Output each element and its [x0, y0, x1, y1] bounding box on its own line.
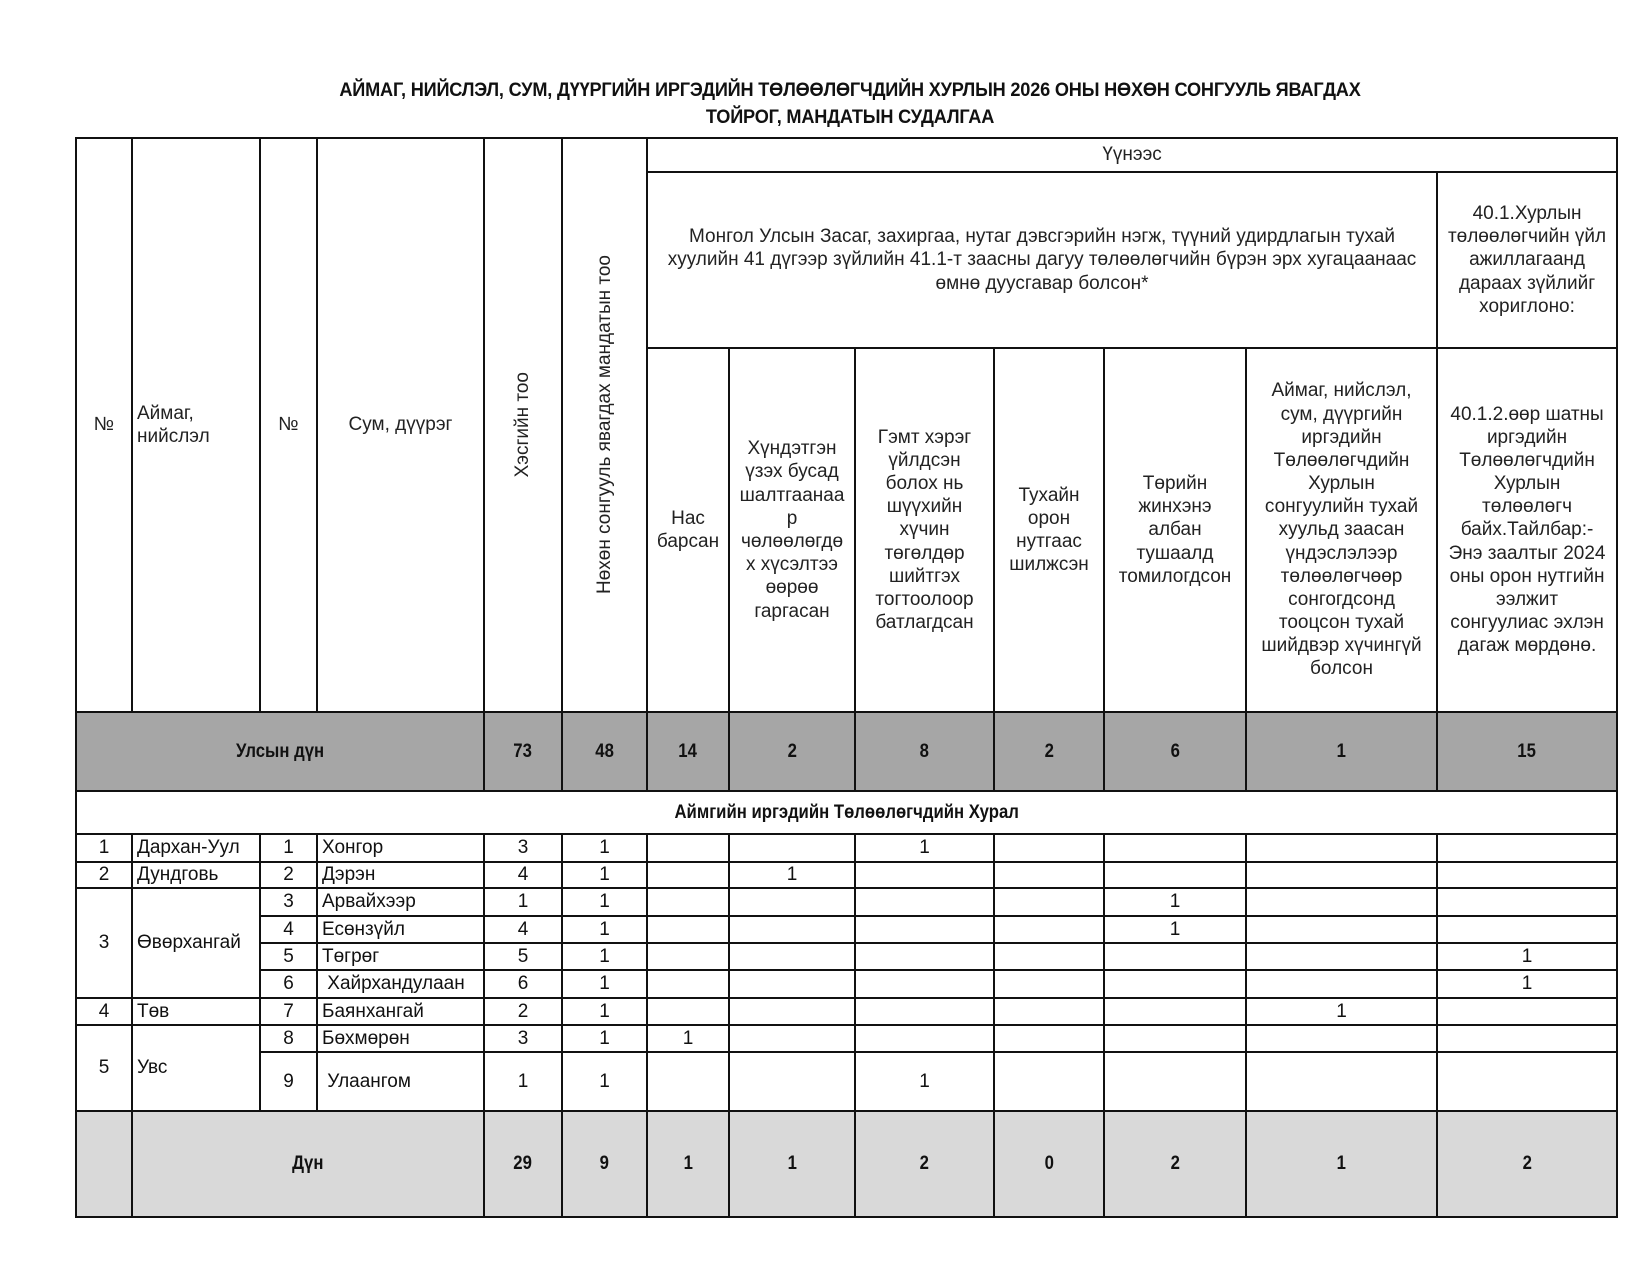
- reason-count-cell: [647, 834, 729, 862]
- parts-count-cell: 4: [484, 862, 562, 888]
- reason-count-cell: [1246, 1052, 1437, 1111]
- reason-count-cell: [1246, 943, 1437, 970]
- sum-number-cell: 6: [260, 970, 317, 998]
- document-title-line-1: АЙМАГ, НИЙСЛЭЛ, СУМ, ДҮҮРГИЙН ИРГЭДИЙН ТӨЛӨӨЛӨГЧДИЙН ХУРЛЫН 2026 ОНЫ НӨХӨН СОНГУУЛЬ ЯВАГДАХ: [339, 79, 1361, 101]
- reason-count-cell: [855, 970, 994, 998]
- sum-name-cell: Баянхангай: [317, 998, 484, 1025]
- totals-value: 9: [599, 1153, 610, 1175]
- reason-count-cell: 1: [855, 1052, 994, 1111]
- reason-count-cell: [1246, 888, 1437, 916]
- col-header-parts-count: [484, 138, 562, 712]
- reason-count-cell: [855, 998, 994, 1025]
- totals-cell: [1246, 1111, 1437, 1217]
- national-total-cell: [484, 712, 562, 791]
- totals-value: 0: [1044, 1153, 1054, 1175]
- mandates-count-cell: 1: [562, 862, 647, 888]
- section-header: [76, 791, 1617, 834]
- reason-count-cell: 1: [1104, 916, 1246, 943]
- reason-count-cell: 1: [1437, 970, 1617, 998]
- col-group-article-40: 40.1.Хурлын төлөөлөгчийн үйл ажиллагаанд дараах зүйлийг хориглоно:: [1437, 172, 1617, 348]
- national-total-label-text: Улсын дүн: [235, 740, 325, 762]
- totals-cell: [562, 1111, 647, 1217]
- reason-count-cell: 1: [647, 1025, 729, 1052]
- totals-row: [76, 1111, 1617, 1217]
- reason-count-cell: [855, 888, 994, 916]
- aimag-name-cell: Дархан-Уул: [132, 834, 260, 862]
- totals-cell: [729, 1111, 855, 1217]
- national-total-cell: [1437, 712, 1617, 791]
- reason-count-cell: [729, 943, 855, 970]
- national-total-cell: [1104, 712, 1246, 791]
- sum-name-cell: Дэрэн: [317, 862, 484, 888]
- table-row: [76, 970, 1617, 998]
- reason-count-cell: [647, 943, 729, 970]
- reason-count-cell: [1104, 998, 1246, 1025]
- sum-number-cell: 2: [260, 862, 317, 888]
- reason-count-cell: [994, 862, 1104, 888]
- sum-name-cell: Есөнзүйл: [317, 916, 484, 943]
- col-header-deceased: Нас барсан: [647, 348, 729, 712]
- col-header-aimag: Аймаг, нийслэл: [132, 138, 260, 712]
- table-row: [76, 943, 1617, 970]
- reason-count-cell: [855, 916, 994, 943]
- totals-cell: [855, 1111, 994, 1217]
- reason-count-cell: [1104, 834, 1246, 862]
- sum-number-cell: 1: [260, 834, 317, 862]
- col-header-sum-no: №: [260, 138, 317, 712]
- sum-number-cell: 3: [260, 888, 317, 916]
- national-total-value: 73: [513, 740, 533, 762]
- national-total-cell: [647, 712, 729, 791]
- sum-number-cell: 7: [260, 998, 317, 1025]
- national-total-value: 15: [1517, 740, 1537, 762]
- parts-count-cell: 6: [484, 970, 562, 998]
- totals-value: 29: [513, 1153, 533, 1175]
- reason-count-cell: [1104, 970, 1246, 998]
- mandates-count-cell: 1: [562, 916, 647, 943]
- reason-count-cell: [647, 970, 729, 998]
- national-total-value: 6: [1170, 740, 1180, 762]
- reason-count-cell: [647, 1052, 729, 1111]
- national-total-value: 2: [1044, 740, 1054, 762]
- reason-count-cell: [647, 998, 729, 1025]
- reason-count-cell: [994, 998, 1104, 1025]
- sum-name-cell: Хайрхандулаан: [317, 970, 484, 998]
- reason-count-cell: [1246, 862, 1437, 888]
- sum-number-cell: 9: [260, 1052, 317, 1111]
- national-total-value: 8: [919, 740, 930, 762]
- mandates-count-cell: 1: [562, 998, 647, 1025]
- document-title-line-2: ТОЙРОГ, МАНДАТЫН СУДАЛГАА: [705, 106, 995, 128]
- reason-count-cell: [1437, 1025, 1617, 1052]
- totals-cell: [647, 1111, 729, 1217]
- mandates-count-cell: 1: [562, 943, 647, 970]
- totals-label: [132, 1111, 484, 1217]
- table-row: [76, 916, 1617, 943]
- parts-count-cell: 1: [484, 1052, 562, 1111]
- reason-count-cell: [647, 862, 729, 888]
- reason-count-cell: 1: [855, 834, 994, 862]
- reason-count-cell: [994, 888, 1104, 916]
- sum-number-cell: 8: [260, 1025, 317, 1052]
- reason-count-cell: [647, 916, 729, 943]
- totals-value: 1: [787, 1153, 797, 1175]
- section-header-row: [76, 791, 1617, 834]
- aimag-number-cell: 5: [76, 1025, 132, 1111]
- reason-count-cell: [855, 943, 994, 970]
- col-header-no: №: [76, 138, 132, 712]
- reason-count-cell: [1246, 916, 1437, 943]
- data-rows: [76, 834, 1617, 1111]
- totals-cell: [994, 1111, 1104, 1217]
- mandates-count-cell: 1: [562, 970, 647, 998]
- totals-cell: [484, 1111, 562, 1217]
- aimag-name-cell: Дундговь: [132, 862, 260, 888]
- mandates-count-cell: 1: [562, 888, 647, 916]
- national-total-value: 1: [1336, 740, 1347, 762]
- table-row: [76, 862, 1617, 888]
- reason-count-cell: [729, 916, 855, 943]
- aimag-number-cell: 3: [76, 888, 132, 998]
- reason-count-cell: [1104, 862, 1246, 888]
- national-total-cell: [855, 712, 994, 791]
- mandates-count-cell: 1: [562, 1052, 647, 1111]
- national-total-value: 2: [787, 740, 797, 762]
- parts-count-cell: 2: [484, 998, 562, 1025]
- aimag-number-cell: 4: [76, 998, 132, 1025]
- reason-count-cell: [855, 1025, 994, 1052]
- sum-name-cell: Хонгор: [317, 834, 484, 862]
- col-header-annulled: Аймаг, нийслэл, сум, дүүргийн иргэдийн Төлөөлөгчдийн Хурлын сонгуулийн тухай хуульд заасан үндэслэлээр төлөөлөгчөөр сонгогдсонд тооцсон тухай шийдвэр хүчингүй болсон: [1246, 348, 1437, 712]
- sum-name-cell: Төгрөг: [317, 943, 484, 970]
- reason-count-cell: [855, 862, 994, 888]
- reason-count-cell: [994, 1052, 1104, 1111]
- national-total-row: [76, 712, 1617, 791]
- col-header-resigned: Хүндэтгэн үзэх бусад шалтгаанаа р чөлөөлөгдө х хүсэлтээ өөрөө гаргасан: [729, 348, 855, 712]
- reason-count-cell: [1437, 862, 1617, 888]
- reason-count-cell: [729, 970, 855, 998]
- col-header-convicted: Гэмт хэрэг үйлдсэн болох нь шүүхийн хүчин төгөлдөр шийтгэх тогтоолоор батлагдсан: [855, 348, 994, 712]
- reason-count-cell: [729, 1052, 855, 1111]
- col-header-relocated: Тухайн орон нутгаас шилжсэн: [994, 348, 1104, 712]
- parts-count-cell: 4: [484, 916, 562, 943]
- aimag-number-cell: 1: [76, 834, 132, 862]
- table-row: [76, 888, 1617, 916]
- reason-count-cell: 1: [729, 862, 855, 888]
- col-group-article-41: Монгол Улсын Засаг, захиргаа, нутаг дэвсгэрийн нэгж, түүний удирдлагын тухай хуулийн 41 дүгээр зүйлийн 41.1-т заасны дагуу төлөөлөгчийн бүрэн эрх хугацаанаас өмнө дуусгавар болсон*: [647, 172, 1437, 348]
- totals-empty-cell: [76, 1111, 132, 1217]
- totals-cell: [1437, 1111, 1617, 1217]
- reason-count-cell: [994, 1025, 1104, 1052]
- reason-count-cell: [1437, 888, 1617, 916]
- totals-value: 2: [1522, 1153, 1532, 1175]
- sum-name-cell: Улаангом: [317, 1052, 484, 1111]
- reason-count-cell: [1437, 1052, 1617, 1111]
- totals-value: 2: [1170, 1153, 1180, 1175]
- national-total-label: [76, 712, 484, 791]
- reason-count-cell: [994, 943, 1104, 970]
- header-row-1: [76, 138, 1617, 172]
- table-row: [76, 1025, 1617, 1052]
- mandates-count-cell: 1: [562, 1025, 647, 1052]
- table-row: [76, 1052, 1617, 1111]
- national-total-cell: [1246, 712, 1437, 791]
- reason-count-cell: [1104, 943, 1246, 970]
- aimag-name-cell: Төв: [132, 998, 260, 1025]
- aimag-name-cell: Өвөрхангай: [132, 888, 260, 998]
- national-total-value: 48: [595, 740, 614, 762]
- totals-value: 1: [683, 1153, 693, 1175]
- reason-count-cell: [1437, 916, 1617, 943]
- col-header-other-level: 40.1.2.өөр шатны иргэдийн Төлөөлөгчдийн Хурлын төлөөлөгч байх.Тайлбар:- Энэ заалтыг 2024 оны орон нутгийн ээлжит сонгуулиас эхлэн дагаж мөрдөнө.: [1437, 348, 1617, 712]
- national-total-cell: [729, 712, 855, 791]
- aimag-name-cell: Увс: [132, 1025, 260, 1111]
- parts-count-cell: 5: [484, 943, 562, 970]
- reason-count-cell: [1104, 1025, 1246, 1052]
- totals-value: 2: [919, 1153, 930, 1175]
- table-row: [76, 834, 1617, 862]
- col-header-mandates-count: [562, 138, 647, 712]
- national-total-cell: [994, 712, 1104, 791]
- reason-count-cell: [729, 888, 855, 916]
- table-row: [76, 998, 1617, 1025]
- reason-count-cell: 1: [1437, 943, 1617, 970]
- reason-count-cell: [729, 834, 855, 862]
- totals-cell: [1104, 1111, 1246, 1217]
- totals-value: 1: [1336, 1153, 1347, 1175]
- col-header-of-which: Үүнээс: [647, 138, 1617, 172]
- national-total-cell: [562, 712, 647, 791]
- reason-count-cell: [729, 998, 855, 1025]
- reason-count-cell: [1437, 998, 1617, 1025]
- reason-count-cell: [1246, 834, 1437, 862]
- reason-count-cell: [1104, 1052, 1246, 1111]
- parts-count-cell: 1: [484, 888, 562, 916]
- national-total-value: 14: [678, 740, 698, 762]
- reason-count-cell: [1437, 834, 1617, 862]
- col-header-mandates-count-label: Нөхөн сонгууль явагдах мандатын тоо: [593, 255, 615, 595]
- sum-name-cell: Арвайхээр: [317, 888, 484, 916]
- reason-count-cell: [994, 970, 1104, 998]
- reason-count-cell: [1246, 970, 1437, 998]
- mandates-count-cell: 1: [562, 834, 647, 862]
- reason-count-cell: [1246, 1025, 1437, 1052]
- reason-count-cell: [994, 834, 1104, 862]
- by-election-table: [75, 137, 1618, 1218]
- sum-number-cell: 4: [260, 916, 317, 943]
- totals-label-text: Дүн: [292, 1153, 324, 1175]
- col-header-civil-service: Төрийн жинхэнэ албан тушаалд томилогдсон: [1104, 348, 1246, 712]
- reason-count-cell: [994, 916, 1104, 943]
- sum-number-cell: 5: [260, 943, 317, 970]
- parts-count-cell: 3: [484, 834, 562, 862]
- aimag-number-cell: 2: [76, 862, 132, 888]
- col-header-sum: Сум, дүүрэг: [317, 138, 484, 712]
- reason-count-cell: [647, 888, 729, 916]
- reason-count-cell: [729, 1025, 855, 1052]
- sum-name-cell: Бөхмөрөн: [317, 1025, 484, 1052]
- section-header-label: Аймгийн иргэдийн Төлөөлөгчдийн Хурал: [674, 801, 1019, 823]
- reason-count-cell: 1: [1246, 998, 1437, 1025]
- col-header-parts-count-label: Хэсгийн тоо: [512, 372, 534, 478]
- parts-count-cell: 3: [484, 1025, 562, 1052]
- reason-count-cell: 1: [1104, 888, 1246, 916]
